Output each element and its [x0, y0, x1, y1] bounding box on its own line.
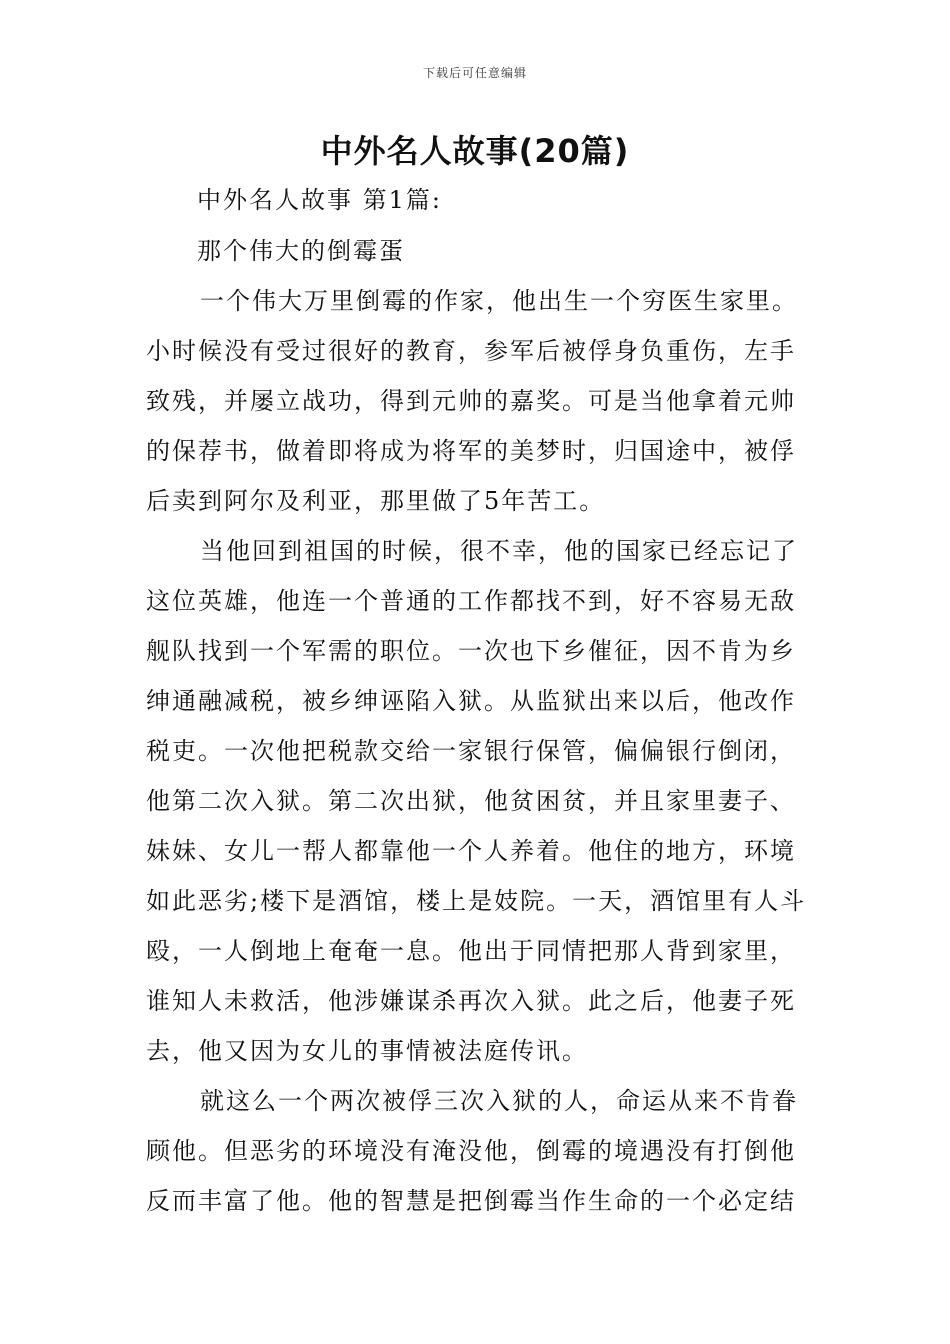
paragraph-line: 如此恶劣;楼下是酒馆，楼上是妓院。一天，酒馆里有人斗: [146, 887, 807, 915]
paragraph-line: 殴，一人倒地上奄奄一息。他出于同情把那人背到家里，: [146, 937, 796, 965]
paragraph-line: 后卖到阿尔及利亚，那里做了5年苦工。: [146, 487, 606, 515]
document-title: 中外名人故事(20篇): [320, 132, 630, 170]
story-title: 那个伟大的倒霉蛋: [197, 237, 405, 265]
page-header-note: 下载后可任意编辑: [422, 66, 527, 80]
paragraph-line: 这位英雄，他连一个普通的工作都找不到，好不容易无敌: [146, 587, 796, 615]
paragraph-line: 他第二次入狱。第二次出狱，他贫困贫，并且家里妻子、: [146, 787, 796, 815]
paragraph-line: 小时候没有受过很好的教育，参军后被俘身负重伤，左手: [146, 337, 796, 365]
paragraph-line: 反而丰富了他。他的智慧是把倒霉当作生命的一个必定结: [146, 1187, 796, 1215]
paragraph-line: 致残，并屡立战功，得到元帅的嘉奖。可是当他拿着元帅: [146, 387, 796, 415]
paragraph-line: 谁知人未救活，他涉嫌谋杀再次入狱。此之后，他妻子死: [146, 987, 796, 1015]
paragraph-line: 税吏。一次他把税款交给一家银行保管，偏偏银行倒闭，: [146, 737, 796, 765]
paragraph-line: 舰队找到一个军需的职位。一次也下乡催征，因不肯为乡: [146, 637, 796, 665]
section-heading: 中外名人故事 第1篇:: [197, 186, 442, 214]
paragraph-line: 的保荐书，做着即将成为将军的美梦时，归国途中，被俘: [146, 437, 796, 465]
paragraph-line: 就这么一个两次被俘三次入狱的人，命运从来不肯眷: [200, 1087, 798, 1115]
paragraph-line: 当他回到祖国的时候，很不幸，他的国家已经忘记了: [200, 537, 798, 565]
paragraph-line: 绅通融减税，被乡绅诬陷入狱。从监狱出来以后，他改作: [146, 687, 796, 715]
paragraph-line: 去，他又因为女儿的事情被法庭传讯。: [146, 1037, 588, 1065]
paragraph-line: 一个伟大万里倒霉的作家，他出生一个穷医生家里。: [200, 287, 798, 315]
paragraph-line: 顾他。但恶劣的环境没有淹没他，倒霉的境遇没有打倒他: [146, 1137, 796, 1165]
paragraph-line: 妹妹、女儿一帮人都靠他一个人养着。他住的地方，环境: [146, 837, 796, 865]
